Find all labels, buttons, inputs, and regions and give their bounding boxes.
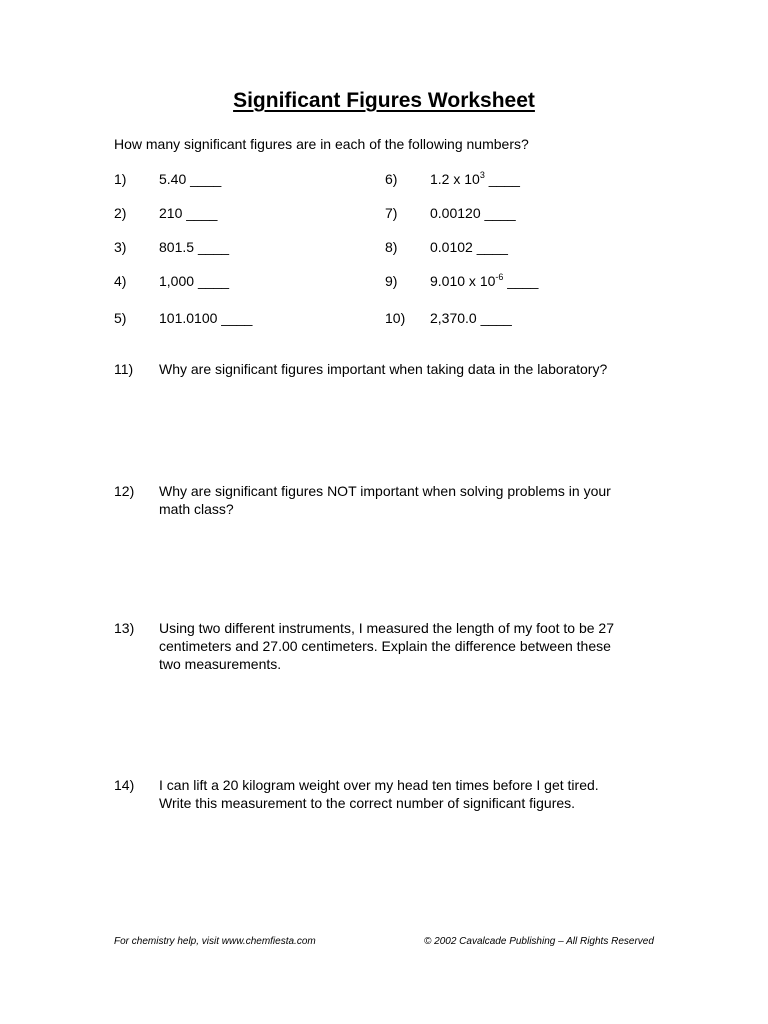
item-number: 2) xyxy=(114,205,127,221)
item-number: 10) xyxy=(385,310,406,326)
question-number: 14) xyxy=(114,777,135,793)
question-text xyxy=(159,360,659,378)
instructions: How many significant figures are in each of the following numbers? xyxy=(114,136,529,152)
answer-blank: ____ xyxy=(197,273,230,289)
item-number: 3) xyxy=(114,239,127,255)
answer-blank: ____ xyxy=(488,171,520,187)
exponent: -6 xyxy=(495,272,504,282)
answer-blank: ____ xyxy=(480,310,512,326)
question-line: Write this measurement to the correct number of significant figures. xyxy=(159,795,576,811)
question-line: Using two different instruments, I measured the length of my foot to be 27 xyxy=(159,620,614,636)
footer-copyright: © 2002 Cavalcade Publishing – All Rights Reserved xyxy=(424,936,654,947)
item-value: 2,370.0 ____ xyxy=(430,310,512,326)
question-line: math class? xyxy=(159,501,234,517)
question-line: Why are significant figures NOT important when solving problems in your xyxy=(159,483,611,499)
item-value: 101.0100 ____ xyxy=(159,310,253,326)
question-line: Why are significant figures important when taking data in the laboratory? xyxy=(159,361,608,377)
answer-blank: ____ xyxy=(190,171,222,187)
item-value: 801.5 ____ xyxy=(159,239,230,255)
answer-blank: ____ xyxy=(221,310,253,326)
answer-blank: ____ xyxy=(476,239,508,255)
question-text xyxy=(159,619,659,673)
item-number: 8) xyxy=(385,239,398,255)
item-number: 5) xyxy=(114,310,127,326)
question-number: 12) xyxy=(114,483,135,499)
item-value: 5.40 ____ xyxy=(159,171,222,187)
item-number: 7) xyxy=(385,205,398,221)
item-number: 4) xyxy=(114,273,127,289)
question-number: 11) xyxy=(114,361,134,377)
item-number: 9) xyxy=(385,273,398,289)
worksheet-title: Significant Figures Worksheet xyxy=(233,89,535,112)
item-value: 0.00120 ____ xyxy=(430,205,516,221)
item-value: 9.010 x $10^{-6}$ ____ xyxy=(430,272,539,289)
item-value: 1,000 ____ xyxy=(159,273,230,289)
question-line: two measurements. xyxy=(159,656,282,672)
footer-help-text: For chemistry help, visit www.chemfiesta.com xyxy=(114,936,316,947)
question-text xyxy=(159,776,659,812)
item-value: 0.0102 ____ xyxy=(430,239,508,255)
item-value: 210 ____ xyxy=(159,205,218,221)
question-number: 13) xyxy=(114,620,135,636)
answer-blank: ____ xyxy=(186,205,218,221)
question-line: centimeters and 27.00 centimeters. Explain the difference between these xyxy=(159,638,611,654)
answer-blank: ____ xyxy=(197,239,230,255)
question-line: I can lift a 20 kilogram weight over my head ten times before I get tired. xyxy=(159,777,599,793)
exponent: 3 xyxy=(479,170,485,180)
question-text xyxy=(159,482,659,518)
answer-blank: ____ xyxy=(507,273,539,289)
item-number: 6) xyxy=(385,171,398,187)
answer-blank: ____ xyxy=(484,205,516,221)
item-value: 1.2 x $10^3$ ____ xyxy=(430,170,520,187)
item-number: 1) xyxy=(114,171,127,187)
